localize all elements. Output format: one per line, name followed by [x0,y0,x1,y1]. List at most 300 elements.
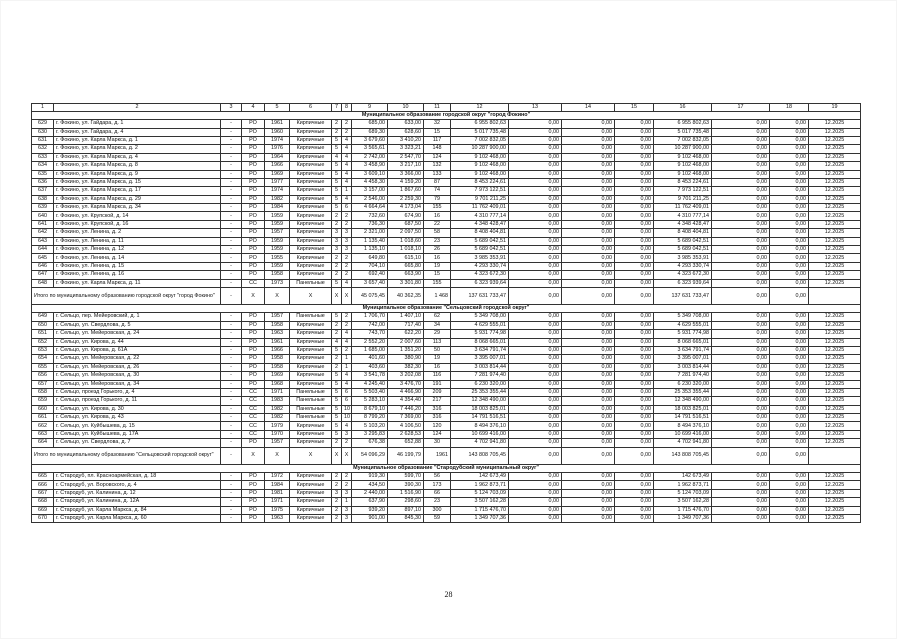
table-cell: Кирпичные [290,439,332,447]
table-cell: 0,00 [562,489,615,497]
table-cell: 217 [424,397,451,405]
table-cell: 54 096,29 [352,447,388,464]
table-cell: 0,00 [770,153,809,161]
table-cell: 1 715 476,70 [654,506,712,514]
table-cell: Кирпичные [290,120,332,128]
table-cell: 2 [332,473,342,481]
table-cell: 116 [424,372,451,380]
table-cell: 59 [424,514,451,522]
table-cell: Кирпичные [290,237,332,245]
table-row [32,145,861,153]
table-cell: 897,10 [388,506,424,514]
table-cell: 0,00 [712,254,770,262]
table-cell: 0,00 [770,506,809,514]
table-cell: 1 706,70 [352,313,388,321]
table-cell: 0,00 [615,338,654,346]
table-cell: 12.2025 [809,212,861,220]
table-cell: 649 [32,313,54,321]
table-cell: 1964 [265,153,290,161]
table-cell: 0,00 [712,195,770,203]
column-number: 8 [342,104,352,112]
table-cell: РО [242,136,265,144]
table-cell: 12.2025 [809,363,861,371]
table-cell: 1975 [265,506,290,514]
table-cell: 1958 [265,363,290,371]
table-cell: 651 [32,330,54,338]
table-cell: 12.2025 [809,162,861,170]
section-total-label: Итого по муниципальному образованию "Сельцовский городской округ" [32,447,221,464]
table-cell: - [221,321,242,329]
table-cell: 6 230 320,00 [451,380,509,388]
table-cell: 1982 [265,405,290,413]
table-cell: 0,00 [562,355,615,363]
table-cell: РО [242,481,265,489]
table-cell: 663 [32,430,54,438]
table-cell: 137 631 733,47 [654,288,712,305]
table-cell: 0,00 [712,481,770,489]
table-cell: 12.2025 [809,120,861,128]
table-cell: 0,00 [509,405,562,413]
table-row [32,473,861,481]
table-cell: 0,00 [509,363,562,371]
table-cell: 18 003 825,01 [451,405,509,413]
table-cell: 12.2025 [809,195,861,203]
table-cell: 3 [342,229,352,237]
table-cell: 2 [332,262,342,270]
table-cell: - [221,388,242,396]
table-cell: - [221,481,242,489]
table-cell: 4 702 941,80 [451,439,509,447]
table-cell: 2 [332,355,342,363]
table-cell: 1955 [265,254,290,262]
table-cell: г. Сельцо, ул. Кирова, д. 30 [54,405,221,413]
table-cell: 1982 [265,195,290,203]
table-cell: 4 [342,153,352,161]
table-cell: 0,00 [770,498,809,506]
table-cell: 0,00 [712,447,770,464]
table-cell: 12.2025 [809,254,861,262]
section-title: Муниципальное образование городской округ "город Фокино" [32,111,861,119]
table-row [32,498,861,506]
table-cell: СС [242,388,265,396]
table-cell: 2 [342,473,352,481]
table-cell: 4 310 777,14 [654,212,712,220]
table-cell: 0,00 [712,514,770,522]
table-row [32,388,861,396]
table-cell: 743,70 [352,330,388,338]
table-cell: 3 157,00 [352,187,388,195]
capital-repair-register-table [31,103,861,523]
table-cell: 0,00 [712,237,770,245]
table-cell: 382,30 [388,363,424,371]
table-cell: 0,00 [770,414,809,422]
table-cell: 2 259,30 [388,195,424,203]
table-cell: 0,00 [770,397,809,405]
table-cell: Кирпичные [290,380,332,388]
table-cell: 0,00 [712,388,770,396]
table-cell: 0,00 [509,212,562,220]
table-cell: 0,00 [509,254,562,262]
table-cell: 0,00 [770,338,809,346]
table-cell: 12.2025 [809,397,861,405]
table-cell: - [221,439,242,447]
section-title-row [32,305,861,313]
table-cell: 5 689 042,51 [654,237,712,245]
table-cell: - [221,153,242,161]
table-cell: 692,40 [352,271,388,279]
table-cell: 2 [342,220,352,228]
table-cell: г. Сельцо, ул. Куйбышева, д. 15 [54,422,221,430]
table-cell: - [221,346,242,354]
table-cell: 2 [332,514,342,522]
table-row [32,430,861,438]
table-cell: г. Фокино, ул. Ленина, д. 11 [54,237,221,245]
table-cell: 26 [424,246,451,254]
table-cell: 3 609,10 [352,170,388,178]
table-cell: 4 629 555,01 [654,321,712,329]
column-number: 1 [32,104,54,112]
table-row [32,254,861,262]
table-cell: 87 [424,178,451,186]
table-cell: 4 245,40 [352,380,388,388]
table-cell: - [221,279,242,287]
table-cell: 1977 [265,178,290,186]
table-cell: 2 [332,220,342,228]
table-cell: 316 [424,414,451,422]
table-cell: Кирпичные [290,473,332,481]
table-cell: 5 [332,397,342,405]
table-cell: г. Стародуб, ул. Воровского, д. 4 [54,481,221,489]
table-cell: 4 [342,170,352,178]
table-cell: 1983 [265,397,290,405]
table-cell: 23 [424,237,451,245]
table-cell: 0,00 [509,178,562,186]
table-cell: 380,90 [388,355,424,363]
table-cell: 1959 [265,212,290,220]
table-cell: - [221,229,242,237]
section-title: Муниципальное образование "Сельцовский городской округ" [32,305,861,313]
table-cell: 0,00 [712,204,770,212]
table-cell: 32 [424,120,451,128]
table-cell: 0,00 [615,414,654,422]
table-cell: 390,30 [388,481,424,489]
table-cell: 9 102 468,00 [654,170,712,178]
table-cell: 8 453 224,61 [451,178,509,186]
table-cell: РО [242,363,265,371]
table-cell: 0,00 [615,145,654,153]
table-cell: 0,00 [562,338,615,346]
table-cell: г. Фокино, ул. Ленина, д. 12 [54,246,221,254]
table-cell: 0,00 [509,237,562,245]
table-cell: 4 173,04 [388,204,424,212]
table-cell: 5 [332,204,342,212]
table-cell: 0,00 [562,430,615,438]
table-cell: 0,00 [770,330,809,338]
table-cell: г. Фокино, ул. Карла Маркса, д. 15 [54,178,221,186]
table-cell: 4 [342,330,352,338]
table-cell: 4 [342,162,352,170]
table-cell: 12.2025 [809,346,861,354]
table-cell: г. Стародуб, ул. Карла Маркса, д. 84 [54,506,221,514]
table-cell: X [342,288,352,305]
table-cell: 8 679,10 [352,405,388,413]
table-cell: 0,00 [562,170,615,178]
table-cell: 646 [32,262,54,270]
table-cell: 0,00 [562,346,615,354]
table-cell: 0,00 [770,254,809,262]
table-cell: СС [242,279,265,287]
table-cell: 2 [342,313,352,321]
table-cell: 7 002 832,05 [451,136,509,144]
table-cell: 3 985 353,91 [451,254,509,262]
table-cell: 5 [332,388,342,396]
table-cell: 0,00 [615,388,654,396]
column-number: 11 [424,104,451,112]
table-cell: 3 [342,506,352,514]
table-cell: X [242,447,265,464]
table-cell: 0,00 [509,313,562,321]
table-cell: 4 466,90 [388,388,424,396]
table-row [32,405,861,413]
table-cell: 0,00 [615,363,654,371]
table-cell: 0,00 [509,372,562,380]
table-cell: 5 [332,178,342,186]
table-cell: 12.2025 [809,405,861,413]
table-cell: - [221,380,242,388]
table-cell: 648 [32,279,54,287]
table-cell: 3 [342,246,352,254]
table-cell: г. Фокино, ул. Карла Маркса, д. 4 [54,153,221,161]
table-cell: 1 685,00 [352,346,388,354]
table-cell: 12.2025 [809,187,861,195]
table-cell: 0,00 [712,338,770,346]
table-cell: 662 [32,422,54,430]
table-cell: 4 310 777,14 [451,212,509,220]
table-cell: 148 [424,145,451,153]
table-cell: 5 [332,422,342,430]
table-cell: 12.2025 [809,237,861,245]
table-cell: 1961 [265,120,290,128]
table-cell: - [221,405,242,413]
table-cell: г. Фокино, ул. Карла Маркса, д. 9 [54,170,221,178]
table-cell: 0,00 [712,363,770,371]
table-cell: 0,00 [615,288,654,305]
table-cell: 634 [32,162,54,170]
table-cell: Кирпичные [290,506,332,514]
table-cell: 7 369,00 [388,414,424,422]
table-cell: СС [242,422,265,430]
table-cell: 0,00 [615,447,654,464]
table-cell: 434,50 [352,481,388,489]
table-cell: 5 931 774,98 [451,330,509,338]
table-cell: г. Сельцо, пер. Мейеровский, д. 1 [54,313,221,321]
table-cell: 5 [332,405,342,413]
table-cell: 0,00 [562,405,615,413]
table-cell: 5 [332,372,342,380]
table-cell: 4 702 941,80 [654,439,712,447]
table-cell: 4 293 330,74 [451,262,509,270]
table-cell: 637 [32,187,54,195]
section-title-row [32,111,861,119]
table-cell: 0,00 [509,355,562,363]
table-cell: 1 [342,498,352,506]
table-cell: 1 018,10 [388,246,424,254]
table-cell: 0,00 [712,439,770,447]
table-cell: РО [242,195,265,203]
table-cell: 12.2025 [809,262,861,270]
table-cell: 736,30 [352,220,388,228]
table-cell: 142 673,49 [654,473,712,481]
table-cell: 8 453 224,61 [654,178,712,186]
table-cell: 16 [424,254,451,262]
section-title: Муниципальное образование "Стародубский муниципальный округ" [32,464,861,472]
table-cell: 18 003 825,01 [654,405,712,413]
table-cell: 3 [342,489,352,497]
table-cell: 2 [332,271,342,279]
table-cell: 12.2025 [809,473,861,481]
table-cell: 1958 [265,321,290,329]
table-cell: г. Сельцо, ул. Кирова, д. 44 [54,338,221,346]
table-cell: 0,00 [562,136,615,144]
table-cell: 1971 [265,498,290,506]
table-cell: 3 458,90 [352,162,388,170]
table-cell: 1968 [265,380,290,388]
column-number: 13 [509,104,562,112]
table-cell: 3 [342,430,352,438]
table-cell: 3 565,61 [352,145,388,153]
table-cell: - [221,120,242,128]
table-cell: 5 [332,430,342,438]
table-cell: 687,50 [388,220,424,228]
table-cell: 0,00 [509,229,562,237]
table-cell: Кирпичные [290,338,332,346]
table-cell: 1960 [265,128,290,136]
table-cell: 636 [32,178,54,186]
table-cell: РО [242,355,265,363]
table-cell: 14 791 516,51 [654,414,712,422]
table-cell: 0,00 [562,422,615,430]
table-cell: X [290,447,332,464]
table-cell: Кирпичные [290,489,332,497]
table-cell: 0,00 [615,372,654,380]
table-cell: 0,00 [712,262,770,270]
table-cell: 939,20 [352,506,388,514]
table-cell: 704,10 [352,262,388,270]
table-cell: 1 351,20 [388,346,424,354]
table-cell: РО [242,246,265,254]
table-cell: 0,00 [615,439,654,447]
table-cell: 3 202,08 [388,372,424,380]
table-cell: г. Фокино, ул. Карла Маркса, д. 1 [54,136,221,144]
table-cell: 5 [332,346,342,354]
table-cell: - [221,187,242,195]
table-cell: 316 [424,405,451,413]
table-cell: 0,00 [770,229,809,237]
table-row [32,237,861,245]
table-cell: 2 [342,321,352,329]
table-cell: 2 321,00 [352,229,388,237]
table-cell: 676,38 [352,439,388,447]
table-cell: 640 [32,212,54,220]
table-cell: 5 [332,195,342,203]
table-cell: 2 628,53 [388,430,424,438]
table-cell: 4 159,20 [388,178,424,186]
table-cell: 0,00 [712,430,770,438]
table-cell: РО [242,473,265,481]
section-total-row [32,447,861,464]
table-cell: Панельные [290,414,332,422]
table-cell: 12.2025 [809,279,861,287]
table-cell: 133 [424,170,451,178]
table-cell: РО [242,220,265,228]
table-cell: 3 657,40 [352,279,388,287]
table-cell: 0,00 [509,380,562,388]
table-cell: 1981 [265,489,290,497]
table-cell: 4 354,40 [388,397,424,405]
table-cell: 4 [332,153,342,161]
table-cell: 638 [32,195,54,203]
table-cell: 8 799,20 [352,414,388,422]
table-cell: Кирпичные [290,153,332,161]
table-cell: 5 931 774,98 [654,330,712,338]
table-cell: 0,00 [770,321,809,329]
table-cell: Кирпичные [290,346,332,354]
table-cell: 674,90 [388,212,424,220]
table-cell: г. Фокино, ул. Крупской, д. 14 [54,212,221,220]
table-cell: 0,00 [615,162,654,170]
column-number: 2 [54,104,221,112]
table-cell: 631 [32,136,54,144]
table-cell: 2 [332,212,342,220]
table-cell: СС [242,397,265,405]
table-cell: 12.2025 [809,355,861,363]
table-cell: 653 [32,346,54,354]
table-row [32,313,861,321]
table-cell: 3 634 791,74 [451,346,509,354]
table-cell: 670 [32,514,54,522]
table-cell: 12.2025 [809,506,861,514]
table-cell: - [221,288,242,305]
table-cell: 5 689 042,51 [451,246,509,254]
table-cell: 1 [342,187,352,195]
table-cell: 663,90 [388,271,424,279]
table-cell: 300 [424,506,451,514]
table-cell: 209 [424,388,451,396]
table-cell: РО [242,338,265,346]
table-cell: Кирпичные [290,363,332,371]
table-cell: Кирпичные [290,372,332,380]
table-cell: 0,00 [562,498,615,506]
table-cell: X [242,288,265,305]
table-cell: - [221,220,242,228]
table-cell: 0,00 [562,481,615,489]
table-cell: г. Сельцо, ул. Мейеровская, д. 26 [54,363,221,371]
table-cell: РО [242,262,265,270]
table-cell: 2 [342,439,352,447]
table-cell: г. Фокино, ул. Ленина, д. 2 [54,229,221,237]
table-cell: 4 [342,279,352,287]
table-row [32,262,861,270]
table-cell: 0,00 [712,355,770,363]
table-cell: 1966 [265,162,290,170]
table-cell: 0,00 [770,439,809,447]
table-cell: 10 287 900,00 [451,145,509,153]
table-cell: 19 [424,355,451,363]
table-cell: 0,00 [712,489,770,497]
table-cell: 58 [424,229,451,237]
table-cell: г. Фокино, ул. Ленина, д. 16 [54,271,221,279]
table-cell: 0,00 [770,220,809,228]
